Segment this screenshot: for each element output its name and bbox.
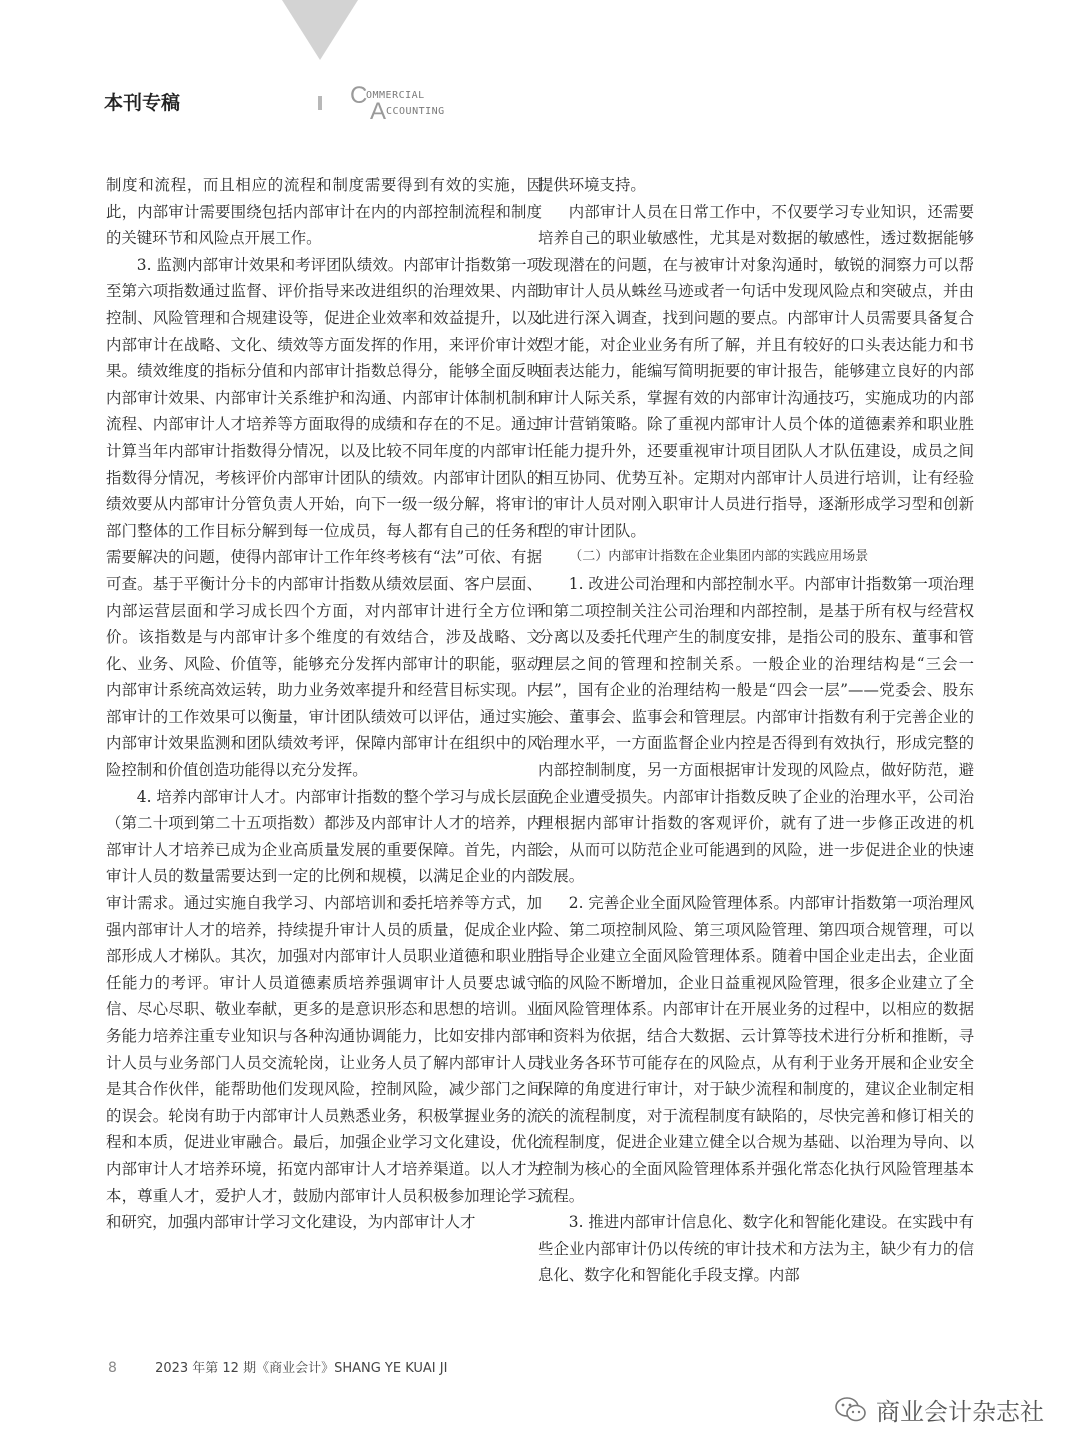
left-column [106, 172, 542, 1236]
logo-letter-a: A [370, 98, 387, 125]
subsection-heading: （二）内部审计指数在企业集团内部的实践应用场景 [569, 549, 869, 565]
wechat-icon [834, 1395, 868, 1425]
journal-logo [350, 84, 460, 124]
logo-letter-c: C [350, 82, 368, 109]
page-footer [108, 1357, 447, 1376]
paragraph: 3. 推进内部审计信息化、数字化和智能化建设。在实践中有些企业内部审计仍以传统的审计技术和方法为主，缺少有力的信息化、数字化和智能化手段支撑。内部 [538, 1213, 974, 1285]
decorative-triangle [282, 0, 358, 60]
paragraph: 内部审计人员在日常工作中，不仅要学习专业知识，还需要培养自己的职业敏感性，尤其是对数据的敏感性，透过数据能够发现潜在的问题，在与被审计对象沟通时，敏锐的洞察力可以帮助审计人员从蛛丝马迹或者一句话中发现风险点和突破点，并由此进行深入调查，找到问题的要点。内部审计人员需要具备复合型才能，对企业业务有所了解，并且有较好的口头表达能力和书面表达能力，能编写简明扼要的审计报告，能够建立良好的内部审计人际关系，掌握有效的内部审计沟通技巧，实施成功的内部审计营销策略。除了重视内部审计人员个体的道德素养和职业胜任能力提升外，还要重视审计项目团队人才队伍建设，成员之间相互协同、优势互补。定期对内部审计人员进行培训，让有经验的审计人员对刚入职审计人员进行指导，逐渐形成学习型和创新型的审计团队。 [538, 202, 974, 540]
issue-info: 2023 年第 12 期《商业会计》SHANG YE KUAI JI [155, 1361, 448, 1376]
page-number: 8 [108, 1360, 117, 1376]
watermark-text: 商业会计杂志社 [876, 1398, 1044, 1426]
right-column [538, 172, 974, 1289]
logo-text-ommercial: OMMERCIAL [366, 90, 425, 101]
watermark [834, 1392, 1044, 1427]
header-divider [318, 96, 322, 110]
paragraph: 制度和流程，而且相应的流程和制度需要得到有效的实施，因此，内部审计需要围绕包括内部审计在内的内部控制流程和制度的关键环节和风险点开展工作。 [106, 176, 542, 248]
paragraph: 4. 培养内部审计人才。内部审计指数的整个学习与成长层面（第二十项到第二十五项指数）都涉及内部审计人才的培养，内部审计人才培养已成为企业高质量发展的重要保障。首先，内部审计人员的数量需要达到一定的比例和规模，以满足企业的内部审计需求。通过实施自我学习、内部培训和委托培养等方式，加强内部审计人才的培养，持续提升审计人员的质量，促成企业内部形成人才梯队。其次，加强对内部审计人员职业道德和职业胜任能力的考评。审计人员道德素质培养强调审计人员要忠诚守信、尽心尽职、敬业奉献，更多的是意识形态和思想的培训。业务能力培养注重专业知识与各种沟通协调能力，比如安排内部审计人员与业务部门人员交流轮岗，让业务人员了解内部审计人员是其合作伙伴，能帮助他们发现风险，控制风险，减少部门之间的误会。轮岗有助于内部审计人员熟悉业务，积极掌握业务的流程和本质，促进业审融合。最后，加强企业学习文化建设，优化内部审计人才培养环境，拓宽内部审计人才培养渠道。以人才为本，尊重人才，爱护人才，鼓励内部审计人员积极参加理论学习和研究，加强内部审计学习文化建设，为内部审计人才 [106, 787, 542, 1232]
paragraph: 提供环境支持。 [538, 176, 646, 194]
logo-text-ccounting: CCOUNTING [386, 106, 445, 117]
paragraph: 3. 监测内部审计效果和考评团队绩效。内部审计指数第一项至第六项指数通过监督、评价指导来改进组织的治理效果、内部控制、风险管理和合规建设等，促进企业效率和效益提升，以及内部审计在战略、文化、绩效等方面发挥的作用，来评价审计效果。绩效维度的指标分值和内部审计指数总得分，能够全面反映内部审计效果、内部审计关系维护和沟通、内部审计体制机制和流程、内部审计人才培养等方面取得的成绩和存在的不足。通过计算当年内部审计指数得分情况，以及比较不同年度的内部审计指数得分情况，考核评价内部审计团队的绩效。内部审计团队的绩效要从内部审计分管负责人开始，向下一级一级分解，将审计部门整体的工作目标分解到每一位成员，每人都有自己的任务和需要解决的问题，使得内部审计工作年终考核有“法”可依、有据可查。基于平衡计分卡的内部审计指数从绩效层面、客户层面、内部运营层面和学习成长四个方面，对内部审计进行全方位评价。该指数是与内部审计多个维度的有效结合，涉及战略、文化、业务、风险、价值等，能够充分发挥内部审计的职能，驱动内部审计系统高效运转，助力业务效率提升和经营目标实现。内部审计的工作效果可以衡量，审计团队绩效可以评估，通过实施内部审计效果监测和团队绩效考评，保障内部审计在组织中的风险控制和价值创造功能得以充分发挥。 [106, 255, 542, 780]
paragraph: 2. 完善企业全面风险管理体系。内部审计指数第一项治理风险、第二项控制风险、第三项风险管理、第四项合规管理，可以指导企业建立全面风险管理体系。随着中国企业走出去，企业面临的风险不断增加，企业日益重视风险管理，很多企业建立了全面风险管理体系。内部审计在开展业务的过程中，以相应的数据和资料为依据，结合大数据、云计算等技术进行分析和推断，寻找业务各环节可能存在的风险点，从有利于业务开展和企业安全保障的角度进行审计，对于缺少流程和制度的，建议企业制定相关的流程制度，对于流程制度有缺陷的，尽快完善和修订相关的流程制度，促进企业建立健全以合规为基础、以治理为导向、以控制为核心的全面风险管理体系并强化常态化执行风险管理基本流程。 [538, 894, 974, 1205]
paragraph: 1. 改进公司治理和内部控制水平。内部审计指数第一项治理和第二项控制关注公司治理和内部控制，是基于所有权与经营权分离以及委托代理产生的制度安排，是指公司的股东、董事和管理层之间的管理和控制关系。一般企业的治理结构是“三会一层”，国有企业的治理结构一般是“四会一层”——党委会、股东会、董事会、监事会和管理层。内部审计指数有利于完善企业的治理水平，一方面监督企业内控是否得到有效执行，形成完整的内部控制制度，另一方面根据审计发现的风险点，做好防范，避免企业遭受损失。内部审计指数反映了企业的治理水平，公司治理根据内部审计指数的客观评价，就有了进一步修正改进的机会，从而可以防范企业可能遇到的风险，进一步促进企业的快速发展。 [538, 574, 974, 886]
section-title: 本刊专稿 [104, 92, 181, 114]
